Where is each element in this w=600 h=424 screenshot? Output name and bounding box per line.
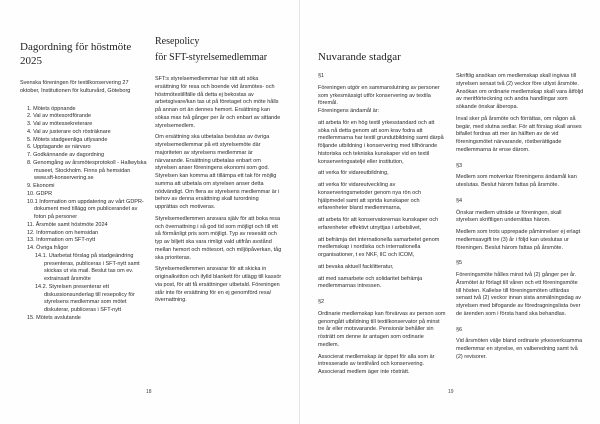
statute-paragraph: Vid årsmöten välje bland ordinarie yrkesverksamma medlemmar en styrelse, en valberedning samt två (2) revisorer.: [456, 338, 583, 360]
statute-paragraph: att arbeta för att konservatorernas kunskaper och erfarenheter effektivt utnyttjas i arbetslivet,: [318, 217, 439, 231]
policy-title-line2: för SFT-styrelsemedlemmar: [155, 52, 268, 63]
agenda-item: 14. Övriga frågor: [27, 245, 69, 251]
policy-paragraph: SFT:s styrelsemedlemmar har rätt att söka ersättning för resa och boende vid årsmötes- och höstmötestillfälle då detta ej bekostas av arbetsgivare/kan tas ut på företaget och möte hålls på annan ort än dennes hemort. Ersättning kan sökas max två gånger per år och enbart av sittande styrelsemedlem.: [155, 76, 281, 129]
agenda-item: 14.2. Styrelsen presenterar ett diskussionsunderlag till resepolicy för styrelsens medlemmar som mötet diskuterar, publiceras i SFT-nytt: [35, 283, 135, 313]
statute-paragraph: Föreningsmöte hålles minst två (2) gånger per år. Årsmötet är förlagt till våren och ett föreningsmöte till hösten. Kallelse till föreningsmöten utfärdas senast två (2) veckor innan sista anmälningsdag av styrelsen med bifogande av föredragningslista över de ärenden som i första hand ska behandlas.: [456, 272, 582, 317]
agenda-item: 12. Information om hemsidan: [27, 229, 99, 236]
agenda-intro: Svenska föreningen för textilkonservering 27 oktober, Institutionen för kulturvård, Göteborg: [20, 80, 131, 94]
statute-paragraph: att verka för vidareutveckling av konserveringsmetoder genom nya rön och hjälpmedel samt att sprida kunskaper och erfarenheter bland medlemmarna,: [318, 182, 422, 212]
statute-paragraph: Inval sker på årsmöte och förrättas, om någon så begär, med slutna sedlar. För att försiag skall anses bifallet fordras att mer än hälften av de vid föreningsmötet närvarande, röstberättigade medlemmarna är ense därom.: [456, 115, 582, 153]
statutes-column-1: [318, 50, 446, 381]
statute-paragraph: Associerat medlemskap är öppet för alla som är intresserade av textilvård och konservering. Associerad medlem äger inte rösträtt.: [318, 353, 435, 375]
statute-paragraph: att verka för vidareutbildning,: [318, 170, 389, 177]
travel-policy-column: [155, 34, 282, 309]
policy-paragraph: Styrelsemedlemmen ansvara själv för att boka resa och övernattning i så god tid som möjligt och till ett så förmånligt pris som möjligt. Typ av resesätt och typ av biljett ska vara rimligt vald utifrån avstånd mellan hemort och mötesort, och miljöpåverkan, tåg ska prioriteras.: [155, 215, 282, 261]
statute-paragraph: att bevaka aktuell facklitteratur,: [318, 263, 394, 270]
policy-title-line1: Resepolicy: [155, 36, 200, 47]
page-number: 19: [448, 389, 454, 395]
right-page: [300, 0, 600, 424]
agenda-title: Dagordning för höstmöte 2025: [20, 41, 132, 67]
policy-paragraph: Om ersättning ska utbetalas beslutas av övriga styrelsemedlemmar på ett styrelsemöte där majoriteten av styrelsens medlemmar är närvarande. Ersättning utbetalas enbart om styrelsen anser föreningens ekonomi som god. Styrelsen kan komma att tillämpa ett tak för möjlig summa att utbetala om styrelsen anser detta nödvändigt. Om flera av styrelsens medlemmar är i behov av denna ersättning skall turordning upprättas och motiveras.: [155, 134, 280, 210]
agenda-item: 1. Mötets öppnande: [27, 105, 76, 112]
agenda-item: 7. Godkännande av dagordning: [27, 152, 105, 158]
section-heading: §2: [318, 299, 325, 305]
statute-paragraph: Medlem som motverkar föreningens ändamål kan uteslutas. Beslut härom fattas på årsmöte.: [456, 174, 577, 188]
statute-paragraph: Föreningen utgör en sammanslutning av personer som yrkesmässigt utför konservering av textila föremål. Föreningens ändamål är:: [318, 84, 440, 114]
section-heading: §5: [456, 260, 463, 267]
agenda-item: 9. Ekonomi: [27, 183, 55, 189]
agenda-column: [20, 40, 147, 323]
agenda-item: 14.1. Utarbetat förslag på stadgeändring presenteras, publiceras i SFT-nytt samt skickas ut via mail. Beslut tas om ev. extrainsatt årsmöte: [35, 252, 140, 282]
statute-paragraph: Medlem som trots upprepade påminnelser ej erlagt medlemsavgift tre (3) år i följd kan uteslutas ur föreningen. Beslut härom fattas på årsmöte.: [456, 229, 581, 251]
section-heading: §4: [456, 197, 463, 204]
statute-paragraph: att med samarbete och solidaritet befrämja medlemmarnas intressen.: [318, 275, 423, 290]
agenda-item: 8. Genomgång av årsmötesprotokoll - Hallwylska museet, Stockholm. Finns på hemsidan www.sft-konservering.se: [27, 159, 147, 182]
statute-paragraph: att befrämja det internationella samarbetet genom medlemskap i nordiska och internationella organisationer, t ex NKF, IIC och ICOM,: [318, 236, 440, 258]
section-heading: §3: [456, 162, 463, 169]
statute-paragraph: Ordinarie medlemskap kan förvärvas av person som genomgått utbildning till textilkonservator på minst tre år eller motsvarande. Pensionär behåller sin rösträtt om denne är antagen som ordinarie medlem.: [318, 310, 446, 348]
agenda-item: 15. Mötets avslutande: [27, 314, 81, 321]
agenda-item: 11. Årsmöte samt höstmöte 2024: [27, 221, 108, 228]
statute-paragraph: Önskar medlem utträde ur föreningen, skall styrelsen skriftligen underrättas härom.: [456, 209, 562, 224]
statutes-body-1: [318, 73, 446, 377]
statutes-column-2: [456, 73, 584, 366]
statute-paragraph: att arbeta för en hög textil yrkesstandard och att söka nå detta genom att som krav fodra att medlemmarna har textil grundutbildning samt därpå följande utbildning i konservering med tillhörande historiska och tekniska kunskaper vid en textil konserveringsateljé eller institution,: [318, 119, 444, 165]
section-heading: §6: [456, 326, 463, 333]
agenda-item: 4. Val av justerare och rösträknare: [27, 128, 111, 135]
policy-body: [155, 76, 282, 305]
agenda-item: 10. GDPR: [27, 190, 53, 197]
statute-paragraph: Skriftlig ansökan om medlemskap skall ingivas till styrelsen senast två (2) veckor före utlyst årsmöte. Ansökan om ordinarie medlemskap skall vara åtföljd av meritförteckning och andra handlingar som sökande önskar åberopa.: [456, 73, 584, 110]
agenda-list: [20, 106, 147, 323]
agenda-item: 3. Val av mötessekreterare: [27, 121, 93, 127]
policy-paragraph: Styrelsemedlemmen ansvarar för att skicka in originalkvitton och ifylld blankett för utlägg till kassör via post, för att få ersättninger utbetald. Föreningen står inte för ersättning för en ej genomförd resa/övernattning.: [155, 266, 282, 304]
statutes-body-2: [456, 73, 584, 362]
agenda-item: 5. Mötets stadgeenliga utlysande: [27, 136, 108, 143]
agenda-item: 6. Upptagande av närvaro: [27, 144, 91, 151]
agenda-item: 13. Information om SFT-nytt: [27, 237, 96, 244]
agenda-item: 10.1 Information om uppdatering av vårt GDPR-dokument med tillägg om publicerandet av foton på personer: [27, 198, 144, 220]
page-number: 18: [146, 389, 152, 395]
agenda-item: 2. Val av mötesordförande: [27, 113, 92, 120]
statutes-title: Nuvarande stadgar: [318, 51, 401, 63]
section-heading: §1: [318, 73, 325, 79]
